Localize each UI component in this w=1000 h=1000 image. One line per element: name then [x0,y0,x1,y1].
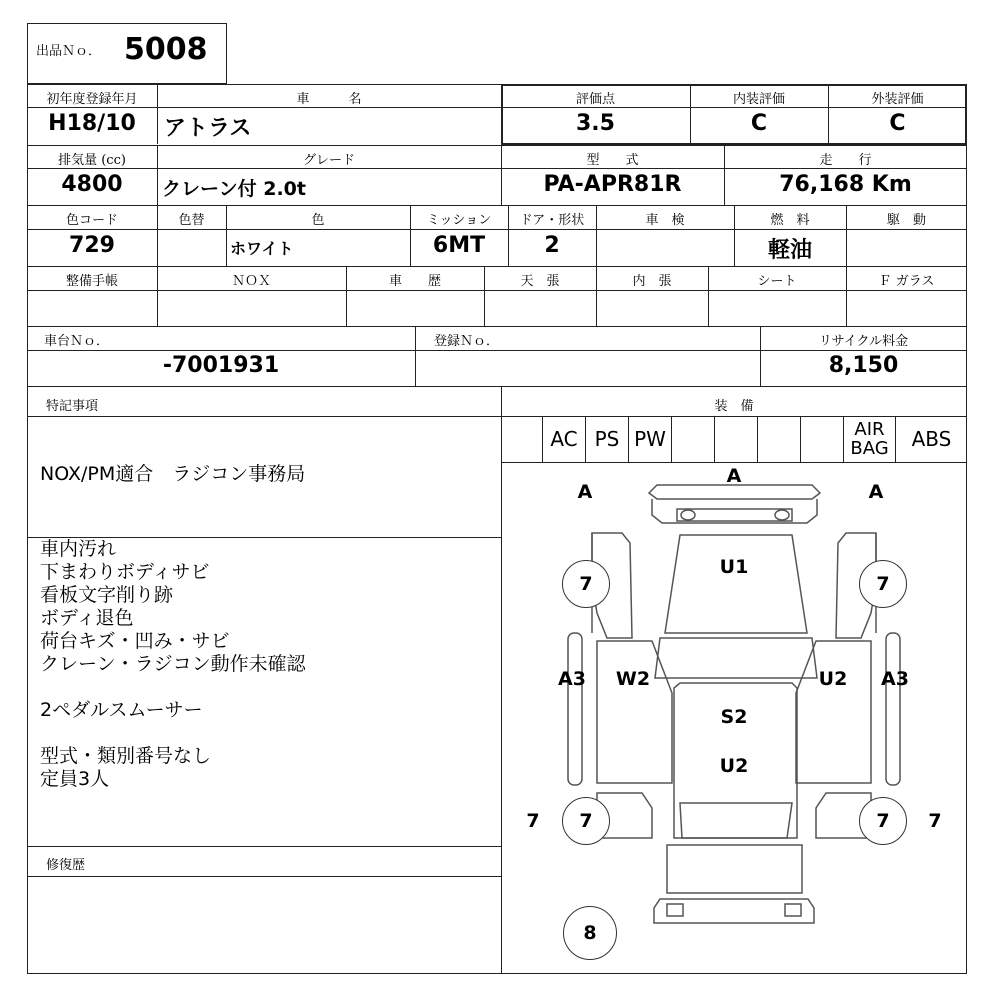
chassis-value: -7001931 [162,353,280,378]
maintenance-label: 整備手帳 [65,274,118,289]
remarks-label: 特記事項 [46,399,99,414]
exterior-value: C [889,111,906,136]
door-value: 2 [544,233,560,258]
history-label: 車 歴 [388,274,441,289]
mark-side-left-a3: A3 [558,668,586,690]
inspection-label: 車 検 [645,213,685,228]
remarks-notes: 車内汚れ 下まわりボディサビ 看板文字削り跡 ボディ退色 荷台キズ・凹み・サビ クレーン・ラジコン動作未確認 2ペダルスムーサー 型式・類別番号なし 定員3人 [40,538,306,790]
fuel-value: 軽油 [767,238,812,263]
mark-cab-center: U1 [719,556,749,578]
displacement-value: 4800 [61,172,123,197]
fuel-label: 燃 料 [770,213,810,228]
mark-front-top: A [726,465,742,487]
mark-bed-u2: U2 [719,755,749,777]
score-value: 3.5 [576,111,615,136]
recycle-label: リサイクル料金 [818,334,909,349]
remarks-line1: NOX/PM適合 ラジコン事務局 [40,463,306,485]
repair-history-label: 修復歴 [46,858,86,873]
recycle-value: 8,150 [828,353,899,378]
lot-number-label: 出品Ｎｏ． [36,44,102,59]
model-value: PA-APR81R [543,172,682,197]
mark-bed-s2: S2 [720,706,748,728]
reg-year-label: 初年度登録年月 [46,92,138,107]
equipment-row [501,416,967,462]
reg-year-value: H18/10 [48,111,136,136]
color-code-label: 色コード [65,213,118,228]
ring-front-left-wheel: 7 [562,560,610,608]
nox-label: ＮＯＸ [231,274,271,289]
mileage-label: 走 行 [819,153,872,168]
equipment-label: 装 備 [714,399,754,414]
repaint-label: 色替 [178,213,205,228]
color-value: ホワイト [230,239,294,258]
sunroof-label: 天 張 [520,274,560,289]
seat-label: シート [757,274,797,289]
mileage-value: 76,168 Km [779,172,912,197]
equipment-cell: AC [543,416,586,462]
chassis-label: 車台Ｎｏ． [44,334,110,349]
interior-trim-label: 内 張 [632,274,672,289]
ring-spare: 8 [563,906,617,960]
mark-side-right-a3: A3 [881,668,909,690]
equipment-cell: PW [629,416,672,462]
equipment-cell: ABS [911,427,952,451]
f-glass-label: Ｆ ガラス [878,274,935,289]
mark-side-right-u2: U2 [818,668,848,690]
mark-rear-left-outer: 7 [526,810,540,832]
door-label: ドア・形状 [519,213,585,228]
exterior-label: 外装評価 [871,92,924,107]
mark-front-left: A [577,481,593,503]
mission-value: 6MT [432,233,486,258]
color-code-value: 729 [69,233,115,258]
ring-front-right-wheel: 7 [859,560,907,608]
registration-label: 登録Ｎｏ． [434,334,500,349]
interior-label: 内装評価 [732,92,785,107]
interior-value: C [750,111,768,136]
mark-rear-right-outer: 7 [928,810,942,832]
color-label: 色 [311,213,325,228]
displacement-label: 排気量 (cc) [58,153,126,168]
equipment-cell [501,416,543,462]
car-name-label: 車 名 [296,92,362,107]
ring-rear-right-wheel: 7 [859,797,907,845]
equipment-cell: AIR BAG [844,416,896,462]
grade-label: グレード [302,153,355,168]
mark-side-left-w2: W2 [615,668,651,690]
lot-number: 5008 [124,32,208,67]
grade-value: クレーン付 2.0t [162,178,306,200]
equipment-cell [672,416,715,462]
model-label: 型 式 [586,153,639,168]
mission-label: ミッション [426,213,492,228]
ring-rear-left-wheel: 7 [562,797,610,845]
equipment-cell [758,416,801,462]
equipment-cell [715,416,758,462]
mark-front-right: A [868,481,884,503]
score-label: 評価点 [575,92,615,107]
car-name-value: アトラス [164,116,252,141]
equipment-cell: PS [586,416,629,462]
equipment-cell [801,416,844,462]
drive-label: 駆 動 [886,213,926,228]
